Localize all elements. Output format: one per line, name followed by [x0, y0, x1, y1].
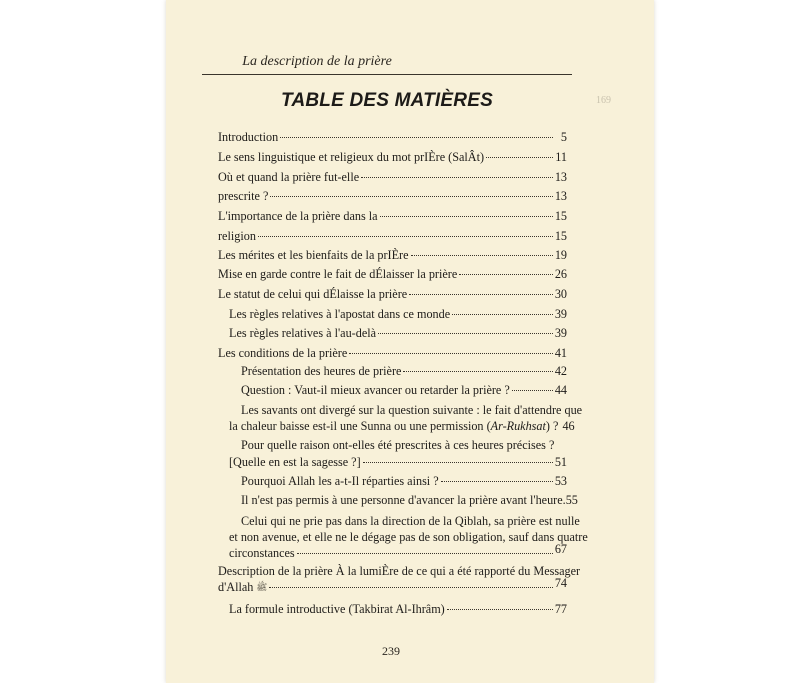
toc-entry-page: 39	[554, 307, 567, 321]
toc-entry-label	[229, 419, 558, 434]
leader-dots	[411, 255, 553, 256]
toc-entry	[241, 493, 578, 508]
leader-dots	[349, 353, 553, 354]
toc-entry-label: Où et quand la prière fut-elle	[218, 170, 360, 184]
toc-entry	[218, 287, 567, 302]
toc-title: TABLE DES MATIÈRES	[281, 90, 493, 111]
toc-entry-line: Description de la prière À la lumiÈre de ce qui a été rapporté du Messager	[218, 564, 581, 578]
toc-entry-page: 30	[554, 287, 567, 301]
leader-dots	[403, 371, 552, 372]
toc-entry-page: 11	[555, 150, 567, 164]
toc-entry-label: L'importance de la prière dans la	[218, 209, 378, 223]
toc-entry	[218, 229, 567, 244]
toc-entry	[218, 267, 567, 282]
label-part: ) ?	[545, 419, 559, 433]
toc-entry	[218, 346, 567, 361]
leader-dots	[361, 177, 553, 178]
leader-dots	[280, 137, 553, 138]
toc-entry-label: Question : Vaut-il mieux avancer ou retarder la prière ?	[241, 383, 510, 397]
toc-entry-page: 74	[554, 576, 567, 590]
toc-entry	[218, 248, 567, 263]
toc-entry-page: 39	[554, 326, 567, 340]
toc-entry	[229, 326, 567, 341]
toc-entry-label: Le statut de celui qui dÉlaisse la prière	[218, 287, 408, 301]
toc-entry	[218, 209, 567, 224]
toc-entry-line: Pour quelle raison ont-elles été prescrites à ces heures précises ?	[241, 438, 555, 452]
toc-entry-label: La formule introductive (Takbirat Al-Ihrâm)	[229, 602, 445, 616]
label-part: la chaleur baisse est-il une Sunna ou une permission (	[229, 419, 491, 433]
toc-entry-label: Les règles relatives à l'au-delà	[229, 326, 377, 340]
toc-entry-page: 51	[554, 455, 567, 469]
toc-entry-page: 15	[554, 209, 567, 223]
toc-entry	[241, 383, 567, 398]
toc-entry-label: Présentation des heures de prière	[241, 364, 402, 378]
leader-dots	[452, 314, 553, 315]
leader-dots	[380, 216, 553, 217]
label-italic: Ar-Rukhsat	[490, 419, 546, 433]
toc-entry-page: 26	[554, 267, 567, 281]
toc-entry-page: 19	[554, 248, 567, 262]
toc-entry-label: prescrite ?	[218, 189, 269, 203]
bleed-through: 169	[596, 95, 611, 106]
leader-dots	[459, 274, 553, 275]
toc-entry-page: 44	[554, 383, 567, 397]
toc-entry-label: Il n'est pas permis à une personne d'avancer la prière avant l'heure.	[241, 493, 566, 507]
toc-entry	[218, 576, 567, 595]
toc-entry-label: Les règles relatives à l'apostat dans ce monde	[229, 307, 451, 321]
toc-entry	[218, 150, 567, 165]
leader-dots	[297, 553, 553, 554]
toc-entry-page: 55	[565, 493, 578, 507]
toc-entry	[229, 542, 567, 561]
toc-entry-page: 67	[554, 542, 567, 556]
toc-entry-line: Les savants ont divergé sur la question suivante : le fait d'attendre que	[241, 403, 583, 417]
leader-dots	[378, 333, 553, 334]
toc-entry-page: 46	[562, 419, 575, 433]
toc-entry-label: Pourquoi Allah les a-t-Il réparties ainsi ?	[241, 474, 439, 488]
page-number: 239	[382, 644, 400, 658]
toc-entry	[218, 189, 567, 204]
leader-dots	[441, 481, 553, 482]
toc-entry-label: Mise en garde contre le fait de dÉlaisser la prière	[218, 267, 458, 281]
toc-entry-label: [Quelle en est la sagesse ?]	[229, 455, 361, 469]
label-part: d'Allah	[218, 580, 254, 594]
leader-dots	[258, 236, 553, 237]
toc-entry-label: Introduction	[218, 130, 279, 144]
toc-entry-label: Le sens linguistique et religieux du mot prIÈre (SalÂt)	[218, 150, 485, 164]
running-title: La description de la prière	[242, 54, 392, 69]
leader-dots	[512, 390, 553, 391]
toc-entry-label	[218, 580, 267, 595]
toc-entry-label: Les mérites et les bienfaits de la prIÈre	[218, 248, 409, 262]
toc-entry	[229, 455, 567, 470]
toc-entry	[229, 602, 567, 617]
leader-dots	[409, 294, 553, 295]
toc-entry-page: 15	[554, 229, 567, 243]
toc-entry	[229, 307, 567, 322]
toc-entry-page: 13	[554, 189, 567, 203]
toc-entry	[229, 419, 575, 434]
salawat-seal-icon: ﷺ	[256, 582, 268, 592]
leader-dots	[270, 196, 552, 197]
leader-dots	[486, 157, 553, 158]
leader-dots	[447, 609, 553, 610]
toc-entry-page: 5	[560, 130, 567, 144]
toc-entry-page: 13	[554, 170, 567, 184]
toc-entry-page: 42	[554, 364, 567, 378]
toc-entry-label: religion	[218, 229, 256, 243]
header-rule	[202, 74, 572, 75]
toc-entry	[218, 130, 567, 145]
toc-entry-label: circonstances	[229, 546, 295, 560]
leader-dots	[363, 462, 553, 463]
toc-entry-label: Les conditions de la prière	[218, 346, 348, 360]
toc-entry-line: Celui qui ne prie pas dans la direction de la Qiblah, sa prière est nulle	[241, 514, 580, 528]
toc-entry-page: 41	[554, 346, 567, 360]
toc-entry	[218, 170, 567, 185]
toc-entry-line: et non avenue, et elle ne le dégage pas de son obligation, sauf dans quatre	[229, 530, 588, 544]
toc-entry-page: 53	[554, 474, 567, 488]
toc-entry-page: 77	[554, 602, 567, 616]
toc-entry	[241, 364, 567, 379]
leader-dots	[269, 587, 553, 588]
toc-entry	[241, 474, 567, 489]
